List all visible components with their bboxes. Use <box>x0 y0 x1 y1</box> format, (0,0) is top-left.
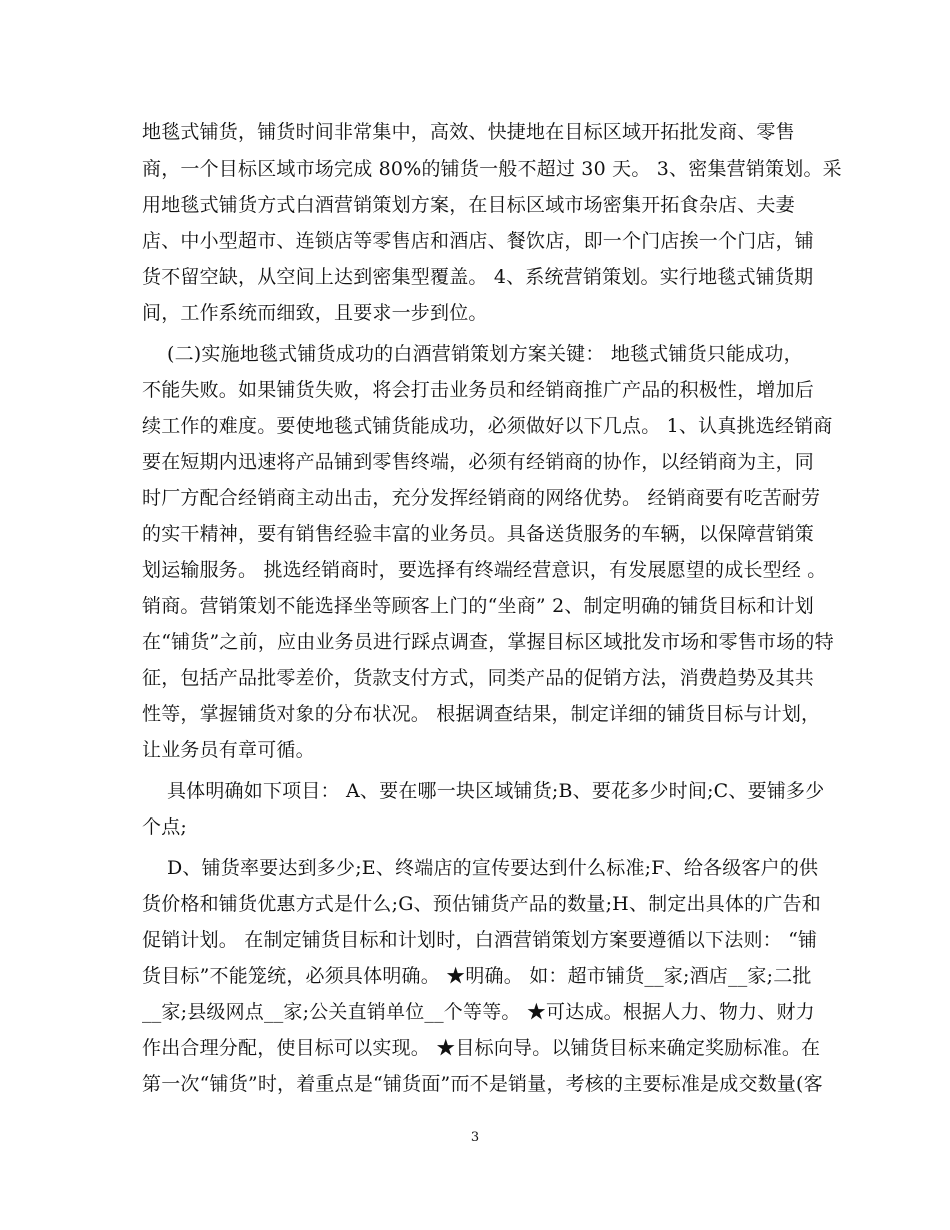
text-line: 货目标”不能笼统，必须具体明确。 ★明确。 如：超市铺货__家;酒店__家;二批 <box>142 965 812 987</box>
text-line: 作出合理分配，使目标可以实现。 ★目标向导。以铺货目标来确定奖励标准。在 <box>142 1037 821 1059</box>
text-line: 让业务员有章可循。 <box>142 739 315 761</box>
text-line: 时厂方配合经销商主动出击，充分发挥经销商的网络优势。 经销商要有吃苦耐劳 <box>142 487 821 509</box>
text-line: 性等，掌握铺货对象的分布状况。 根据调查结果，制定详细的铺货目标与计划， <box>142 703 821 725</box>
text-line: 间，工作系统而细致，且要求一步到位。 <box>142 302 488 324</box>
text-line: 续工作的难度。要使地毯式铺货能成功，必须做好以下几点。 1、认真挑选经销商 <box>142 415 833 437</box>
text-line: 不能失败。如果铺货失败，将会打击业务员和经销商推广产品的积极性，增加后 <box>142 379 815 401</box>
text-line: 具体明确如下项目： A、要在哪一块区域铺货;B、要花多少时间;C、要铺多少 <box>142 780 825 802</box>
text-line: D、铺货率要达到多少;E、终端店的宣传要达到什么标准;F、给各级客户的供 <box>142 857 819 879</box>
text-line: 要在短期内迅速将产品铺到零售终端，必须有经销商的协作，以经销商为主，同 <box>142 451 815 473</box>
text-line: 店、中小型超市、连锁店等零售店和酒店、餐饮店，即一个门店挨一个门店，铺 <box>142 230 815 252</box>
text-line: 个点; <box>142 816 188 838</box>
text-line: 用地毯式铺货方式白酒营销策划方案，在目标区域市场密集开拓食杂店、夫妻 <box>142 194 795 216</box>
text-line: __家;县级网点__家;公关直销单位__个等等。 ★可达成。根据人力、物力、财力 <box>142 1001 815 1023</box>
text-line: 征，包括产品批零差价，货款支付方式，同类产品的促销方法，消费趋势及其共 <box>142 667 815 689</box>
text-line: 货价格和铺货优惠方式是什么;G、预估铺货产品的数量;H、制定出具体的广告和 <box>142 893 821 915</box>
text-line: (二)实施地毯式铺货成功的白酒营销策划方案关键： 地毯式铺货只能成功， <box>142 343 803 365</box>
text-line: 销商。营销策划不能选择坐等顾客上门的“坐商” 2、制定明确的铺货目标和计划 <box>142 595 814 617</box>
text-line: 商，一个目标区域市场完成 80%的铺货一般不超过 30 天。 3、密集营销策划。采 <box>142 158 842 180</box>
text-line: 在“铺货”之前，应由业务员进行踩点调查，掌握目标区域批发市场和零售市场的特 <box>142 631 834 653</box>
text-line: 的实干精神，要有销售经验丰富的业务员。具备送货服务的车辆，以保障营销策 <box>142 523 815 545</box>
text-line: 第一次“铺货”时，着重点是“铺货面”而不是销量，考核的主要标准是成交数量(客 <box>142 1073 823 1095</box>
text-line: 划运输服务。 挑选经销商时，要选择有终端经营意识，有发展愿望的成长型经 。 <box>142 559 827 581</box>
text-line: 地毯式铺货，铺货时间非常集中，高效、快捷地在目标区域开拓批发商、零售 <box>142 121 795 143</box>
text-line: 货不留空缺，从空间上达到密集型覆盖。 4、系统营销策划。实行地毯式铺货期 <box>142 266 814 288</box>
text-line: 促销计划。 在制定铺货目标和计划时，白酒营销策划方案要遵循以下法则： “铺 <box>142 929 818 951</box>
page-number: 3 <box>470 1130 480 1145</box>
